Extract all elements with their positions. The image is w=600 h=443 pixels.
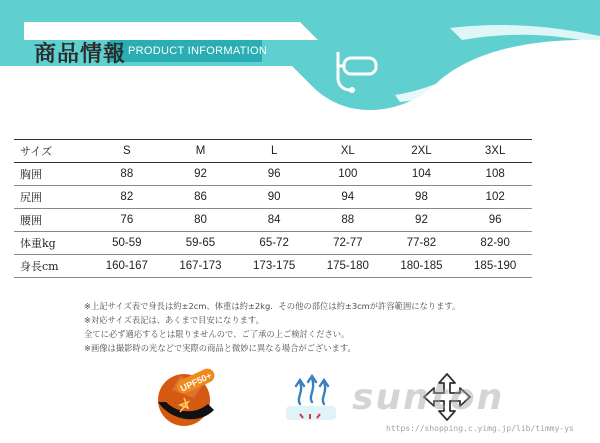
table-cell: 84 [237,209,311,232]
table-row [14,209,532,232]
table-cell: 180-185 [385,255,459,278]
table-cell: 108 [458,163,532,186]
breathable-icon [282,370,342,428]
page-subtitle: PRODUCT INFORMATION [128,45,268,57]
table-cell: 98 [385,186,459,209]
table-cell: 185-190 [458,255,532,278]
page-title: 商品情報 [34,42,127,67]
note-line: ※対応サイズ表記は、あくまで目安になります。 [84,315,264,325]
column-header: サイズ [14,140,90,163]
table-cell: 92 [164,163,238,186]
column-header: 2XL [385,140,459,163]
table-cell: 76 [90,209,164,232]
row-label: 腰囲 [14,209,90,232]
table-cell: 96 [237,163,311,186]
row-label: 胸囲 [14,163,90,186]
table-row [14,163,532,186]
table-cell: 80 [164,209,238,232]
upf-badge-text: UPF50+ [178,370,214,394]
table-cell: 86 [164,186,238,209]
note-line: ※上記サイズ表で身長は約±2cm、体重は約±2kg．その他の部位は約±3cmが許容範囲になります。 [84,301,461,311]
table-row [14,255,532,278]
column-header: M [164,140,238,163]
table-cell: 175-180 [311,255,385,278]
column-header: L [237,140,311,163]
table-cell: 77-82 [385,232,459,255]
table-row [14,232,532,255]
table-cell: 82 [90,186,164,209]
table-row [14,186,532,209]
size-notes [84,299,584,355]
table-cell: 94 [311,186,385,209]
table-cell: 160-167 [90,255,164,278]
table-cell: 59-65 [164,232,238,255]
table-cell: 82-90 [458,232,532,255]
table-cell: 104 [385,163,459,186]
brand-watermark: sunton [352,377,505,418]
column-header: XL [311,140,385,163]
row-label: 尻囲 [14,186,90,209]
table-cell: 88 [311,209,385,232]
table-cell: 102 [458,186,532,209]
table-cell: 96 [458,209,532,232]
size-table [14,139,532,278]
table-cell: 100 [311,163,385,186]
table-cell: 72-77 [311,232,385,255]
uv-protection-icon [150,364,230,434]
table-cell: 65-72 [237,232,311,255]
row-label: 身長cm [14,255,90,278]
column-header: S [90,140,164,163]
table-cell: 173-175 [237,255,311,278]
table-cell: 167-173 [164,255,238,278]
table-cell: 92 [385,209,459,232]
table-cell: 88 [90,163,164,186]
url-watermark: https://shopping.c.yimg.jp/lib/timmy-ys [386,424,574,433]
row-label: 体重kg [14,232,90,255]
table-header-row [14,140,532,163]
note-line: 全てに必ず適応するとは限りませんので、ご了承の上ご検討ください。 [84,329,350,339]
note-line: ※画像は撮影時の光などで実際の商品と微妙に異なる場合がございます。 [84,343,356,353]
table-cell: 90 [237,186,311,209]
column-header: 3XL [458,140,532,163]
table-cell: 50-59 [90,232,164,255]
